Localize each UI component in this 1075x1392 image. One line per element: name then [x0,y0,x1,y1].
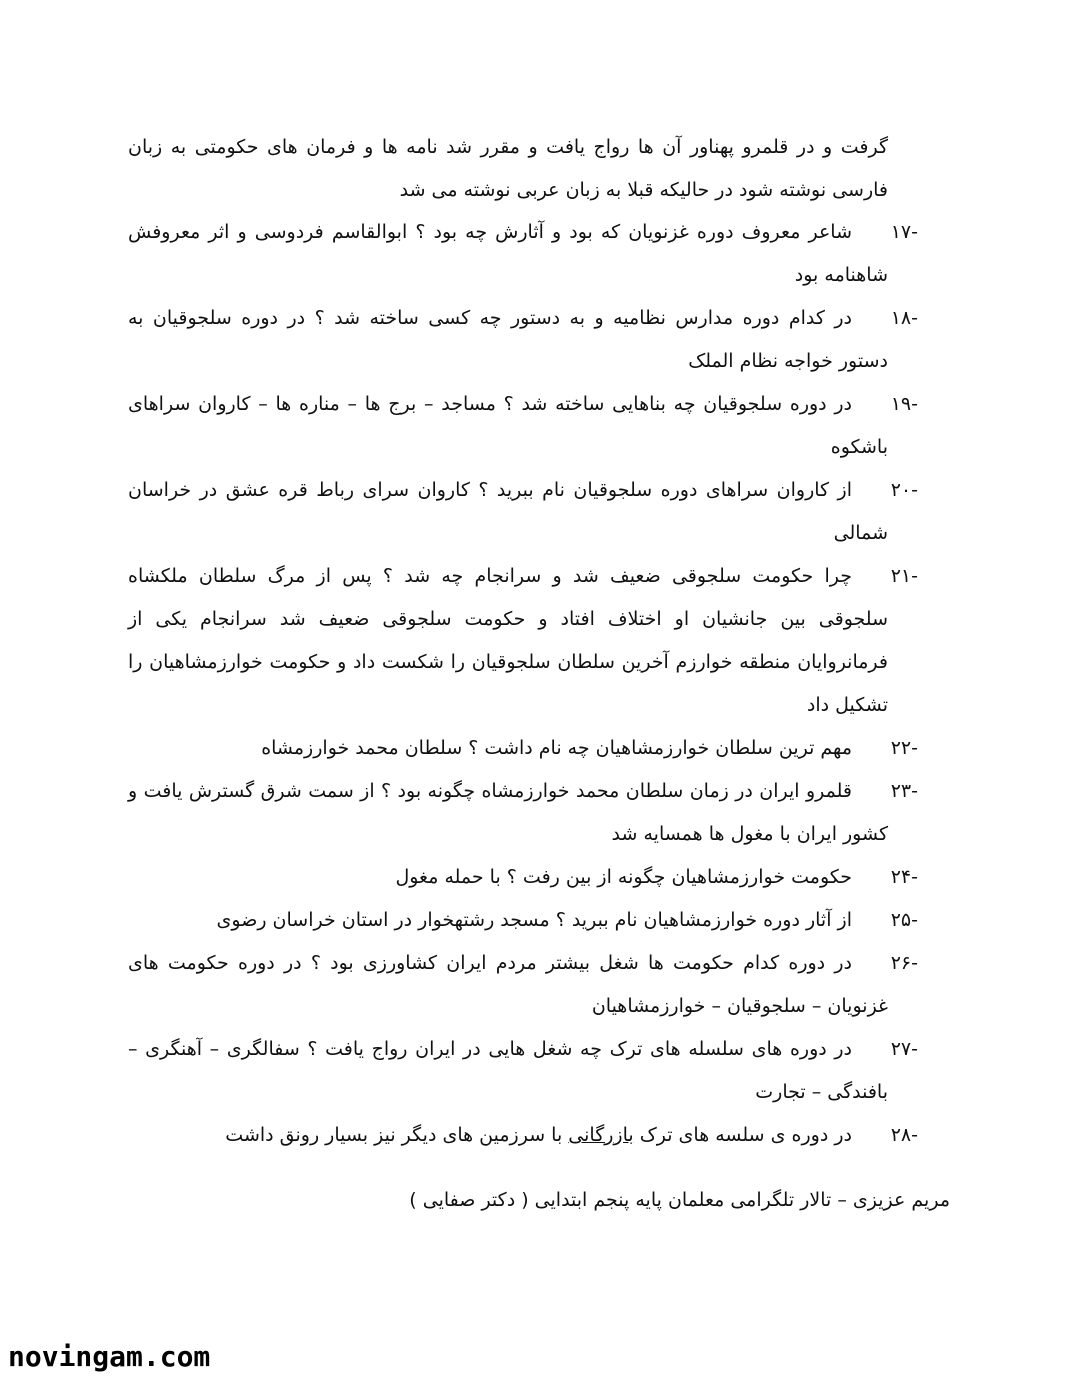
list-item [128,727,918,770]
item-text: شاعر معروف دوره غزنویان که بود و آثارش چه بود ؟ ابوالقاسم فردوسی و اثر معروفش شاهنامه بود [128,221,888,286]
item-number: -۱۷ [890,221,918,243]
item-number: -۲۲ [890,737,918,759]
item-text: حکومت خوارزمشاهیان چگونه از بین رفت ؟ با حمله مغول [395,866,852,888]
list-item [128,297,918,383]
list-item [128,1114,918,1157]
item-text: چرا حکومت سلجوقی ضعیف شد و سرانجام چه شد ؟ پس از مرگ سلطان ملکشاه سلجوقی بین جانشیان او اختلاف افتاد و حکومت سلجوقی ضعیف شد سرانجام یکی از فرمانروایان منطقه خوارزم آخرین سلطان سلجوقیان را شکست داد و حکومت خوارزمشاهیان را تشکیل داد [128,565,888,716]
item-text: در دوره سلجوقیان چه بناهایی ساخته شد ؟ مساجد – برج ها – مناره ها – کاروان سراهای باشکوه [128,393,888,458]
list-item [128,555,918,727]
item-number: -۲۶ [890,952,918,974]
item-text: از کاروان سراهای دوره سلجوقیان نام ببرید ؟ کاروان سرای رباط قره عشق در خراسان شمالی [128,479,888,544]
item-number: -۲۵ [890,909,918,931]
item-number: -۲۸ [890,1124,918,1146]
footer-credit: مریم عزیزی – تالار تلگرامی معلمان پایه پنجم ابتدایی ( دکتر صفایی ) [409,1189,950,1211]
item-number: -۲۱ [890,565,918,587]
item-number: -۱۸ [890,307,918,329]
intro-paragraph: گرفت و در قلمرو پهناور آن ها رواج یافت و مقرر شد نامه ها و فرمان های حکومتی به زبان فارسی نوشته شود در حالیکه قبلا به زبان عربی نوشته می شد [128,136,888,201]
list-item [128,383,918,469]
item-text: در دوره های سلسله های ترک چه شغل هایی در ایران رواج یافت ؟ سفالگری – آهنگری – بافندگی – تجارت [128,1038,888,1103]
item-text: در کدام دوره مدارس نظامیه و به دستور چه کسی ساخته شد ؟ در دوره سلجوقیان به دستور خواجه نظام الملک [128,307,888,372]
underlined-word: بازرگانی [568,1124,634,1146]
list-item [128,770,918,856]
item-text: قلمرو ایران در زمان سلطان محمد خوارزمشاه چگونه بود ؟ از سمت شرق گسترش یافت و کشور ایران با مغول ها همسایه شد [128,780,888,845]
item-number: -۲۳ [890,780,918,802]
list-item [128,211,918,297]
item-text: از آثار دوره خوارزمشاهیان نام ببرید ؟ مسجد رشتهخوار در استان خراسان رضوی [216,909,852,931]
list-item [128,1028,918,1114]
item-number: -۲۷ [890,1038,918,1060]
item-number: -۲۰ [890,479,918,501]
item-number: -۲۴ [890,866,918,888]
item-number: -۱۹ [890,393,918,415]
list-item [128,942,918,1028]
question-list [128,211,918,1157]
item-text: مهم ترین سلطان خوارزمشاهیان چه نام داشت ؟ سلطان محمد خوارزمشاه [261,737,852,759]
watermark: novingam.com [8,1340,211,1373]
list-item [128,469,918,555]
item-text: در دوره کدام حکومت ها شغل بیشتر مردم ایران کشاورزی بود ؟ در دوره حکومت های غزنویان – سلجوقیان – خوارزمشاهیان [128,952,888,1017]
list-item [128,856,918,899]
item-text: در دوره ی سلسه های ترک بازرگانی با سرزمین های دیگر نیز بسیار رونق داشت [225,1124,852,1146]
list-item [128,899,918,942]
